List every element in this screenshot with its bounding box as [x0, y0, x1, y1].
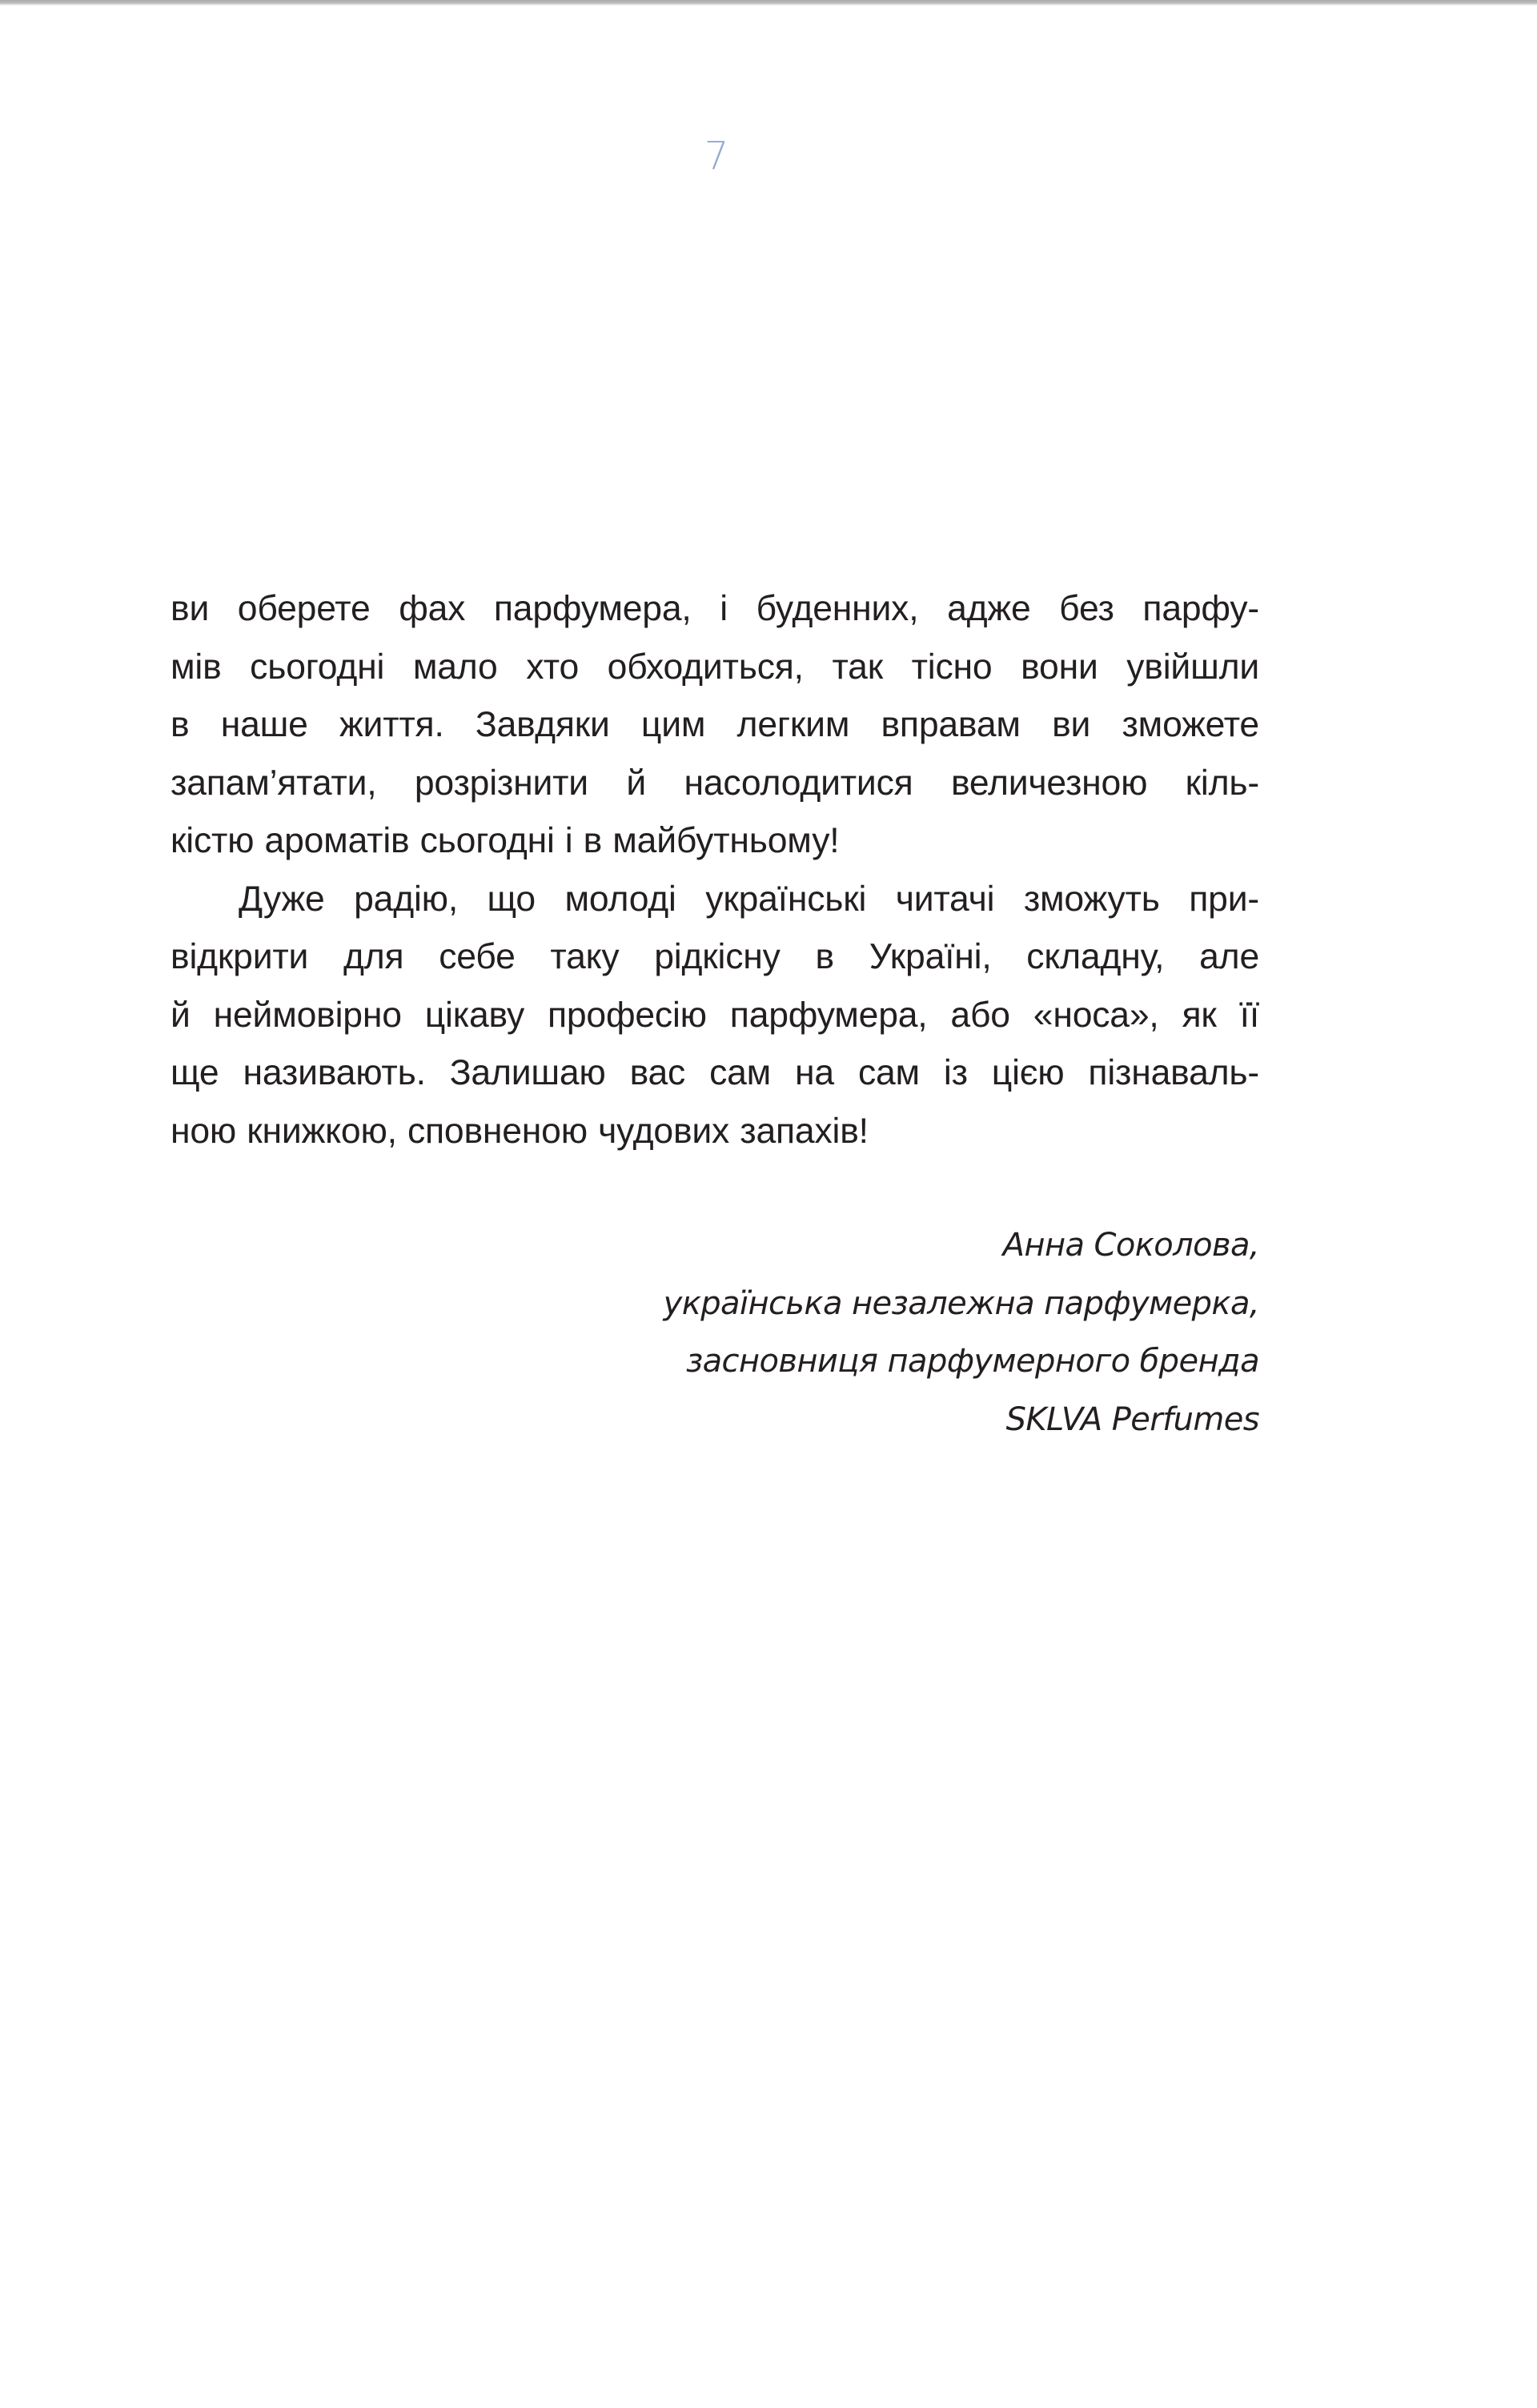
brand-name: SKLVA Perfumes	[1005, 1400, 1259, 1438]
text-line: запам’ятати, розрізнити й насолодитися величезною кіль-	[171, 763, 1259, 803]
author-title: українська незалежна парфумерка,	[663, 1284, 1259, 1322]
author-name: Анна Соколова,	[1002, 1227, 1259, 1264]
paragraph-1	[171, 580, 1259, 871]
text-line: ще називають. Залишаю вас сам на сам із цією пізнаваль-	[171, 1053, 1259, 1092]
text-line: Дуже радію, що молоді українські читачі зможуть при-	[239, 879, 1259, 919]
text-line: в наше життя. Завдяки цим легким вправам ви зможете	[171, 705, 1259, 744]
text-line: й неймовірно цікаву професію парфумера, або «носа», як її	[171, 995, 1259, 1035]
viewer-top-edge	[0, 0, 1537, 6]
text-line: мів сьогодні мало хто обходиться, так тісно вони увійшли	[171, 647, 1259, 687]
paragraph-2	[171, 871, 1259, 1161]
body-text	[171, 580, 1259, 1160]
text-line: ною книжкою, сповненою чудових запахів!	[171, 1111, 869, 1151]
text-line: кістю ароматів сьогодні і в майбутньому!	[171, 821, 840, 860]
text-line: відкрити для себе таку рідкісну в Україні, складну, але	[171, 937, 1259, 976]
page-number: 7	[704, 134, 729, 178]
text-line: ви оберете фах парфумера, і буденних, адже без парфу-	[171, 589, 1259, 628]
author-signature	[664, 1216, 1259, 1448]
author-role: засновниця парфумерного бренда	[685, 1343, 1259, 1380]
